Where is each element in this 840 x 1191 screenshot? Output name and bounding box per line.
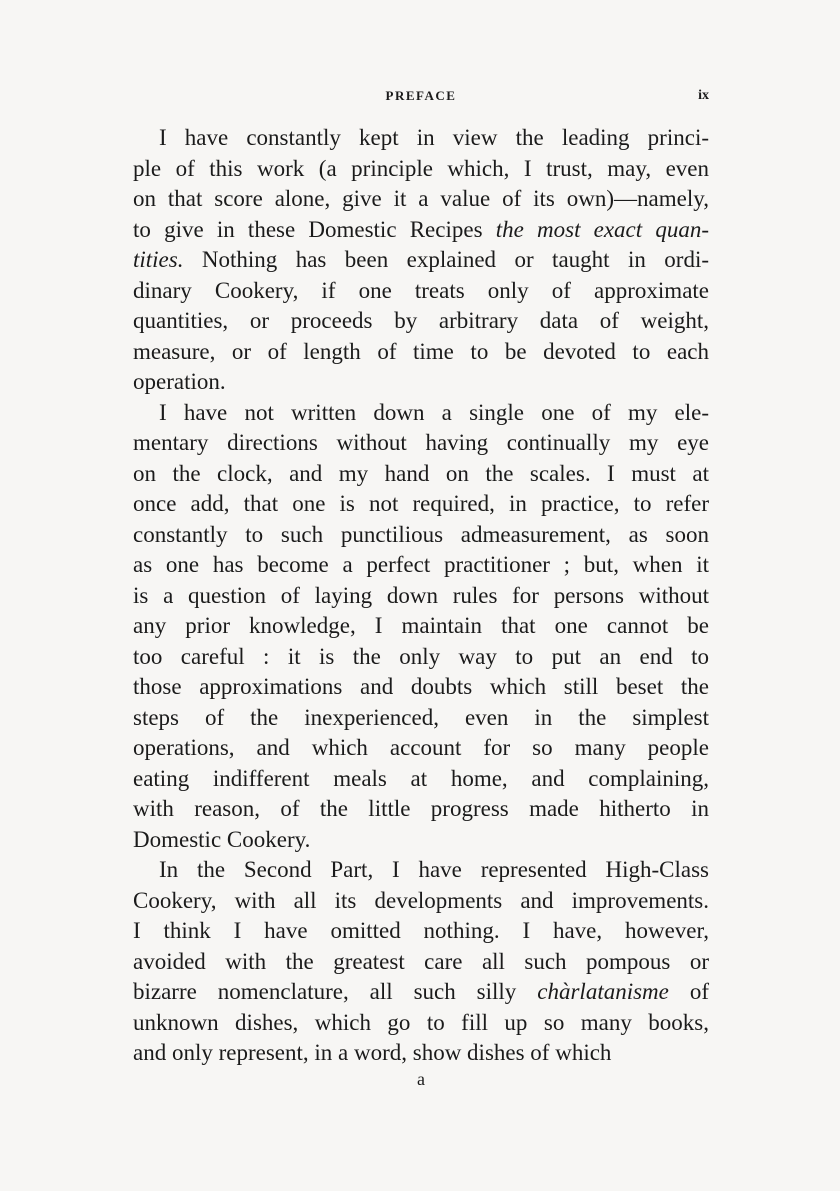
text-line (133, 977, 709, 1008)
text-run: to give in these Domestic Recipes (133, 216, 496, 242)
text-run: I have constantly kept in view the leading princi- (159, 125, 709, 150)
text-line (133, 184, 709, 215)
text-run: and only represent, in a word, show dishes of which (133, 1040, 612, 1065)
italic-phrase: tities. (133, 247, 184, 272)
text-run: those approximations and doubts which still beset the (133, 674, 709, 699)
text-line (133, 947, 709, 978)
text-line (133, 1038, 709, 1069)
text-line (133, 916, 709, 947)
page-number: ix (698, 88, 709, 103)
text-line (133, 550, 709, 581)
text-run: operations, and which account for so many people (133, 735, 709, 760)
text-run: once add, that one is not required, in practice, to refer (133, 491, 709, 516)
signature-mark: a (417, 1069, 425, 1089)
text-line (133, 703, 709, 734)
text-line (133, 154, 709, 185)
text-line (133, 672, 709, 703)
text-run: of (668, 979, 709, 1004)
text-run: any prior knowledge, I maintain that one cannot be (133, 613, 709, 638)
text-line (133, 459, 709, 490)
text-line (133, 581, 709, 612)
text-run: Nothing has been explained or taught in ordi- (183, 247, 709, 272)
text-run: Domestic Cookery. (133, 826, 311, 852)
text-line (133, 489, 709, 520)
text-line (133, 398, 709, 429)
text-run: as one has become a perfect practitioner ; but, when it (133, 552, 709, 577)
text-run: bizarre nomenclature, all such silly (133, 979, 538, 1004)
text-run: eating indifferent meals at home, and complaining, (133, 765, 709, 791)
preface-text (133, 123, 709, 1069)
text-line (133, 215, 709, 246)
text-line (133, 1008, 709, 1039)
text-run: is a question of laying down rules for persons without (133, 582, 709, 608)
text-line (133, 855, 709, 886)
italic-phrase: the most exact quan- (495, 216, 710, 242)
text-run: steps of the inexperienced, even in the simplest (133, 704, 709, 730)
text-line (133, 642, 709, 673)
text-line (133, 764, 709, 795)
text-run: avoided with the greatest care all such pompous or (133, 948, 709, 974)
text-run: mentary directions without having continually my eye (133, 430, 709, 455)
text-run: operation. (133, 369, 226, 394)
text-line (133, 245, 709, 276)
text-run: quantities, or proceeds by arbitrary data of weight, (133, 308, 709, 333)
text-line (133, 520, 709, 551)
running-head: PREFACE (385, 88, 457, 103)
text-run: measure, or of length of time to be devoted to each (133, 338, 709, 364)
text-run: too careful : it is the only way to put an end to (133, 643, 709, 669)
text-line (133, 337, 709, 368)
text-run: I think I have omitted nothing. I have, however, (133, 918, 709, 943)
text-line (133, 306, 709, 337)
text-line (133, 886, 709, 917)
text-run: unknown dishes, which go to fill up so many books, (133, 1009, 709, 1035)
text-run: constantly to such punctilious admeasurement, as soon (133, 521, 709, 547)
text-run: Cookery, with all its developments and improvements. (133, 887, 709, 913)
page-header (133, 88, 709, 108)
paragraph (133, 855, 709, 1069)
text-run: on that score alone, give it a value of its own)—namely, (133, 186, 709, 211)
text-line (133, 611, 709, 642)
text-line (133, 367, 709, 398)
italic-phrase: chàrlatanisme (537, 979, 669, 1004)
text-line (133, 276, 709, 307)
text-line (133, 794, 709, 825)
text-run: on the clock, and my hand on the scales. I must at (133, 460, 709, 486)
text-run: ple of this work (a principle which, I trust, may, even (133, 155, 709, 181)
text-run: with reason, of the little progress made hitherto in (133, 796, 709, 821)
text-line (133, 428, 709, 459)
text-line (133, 123, 709, 154)
text-run: I have not written down a single one of my ele- (159, 399, 709, 425)
paragraph (133, 398, 709, 856)
paragraph (133, 123, 709, 398)
text-run: In the Second Part, I have represented High-Class (159, 857, 709, 882)
text-line (133, 733, 709, 764)
text-run: dinary Cookery, if one treats only of approximate (133, 277, 709, 303)
text-line (133, 825, 709, 856)
